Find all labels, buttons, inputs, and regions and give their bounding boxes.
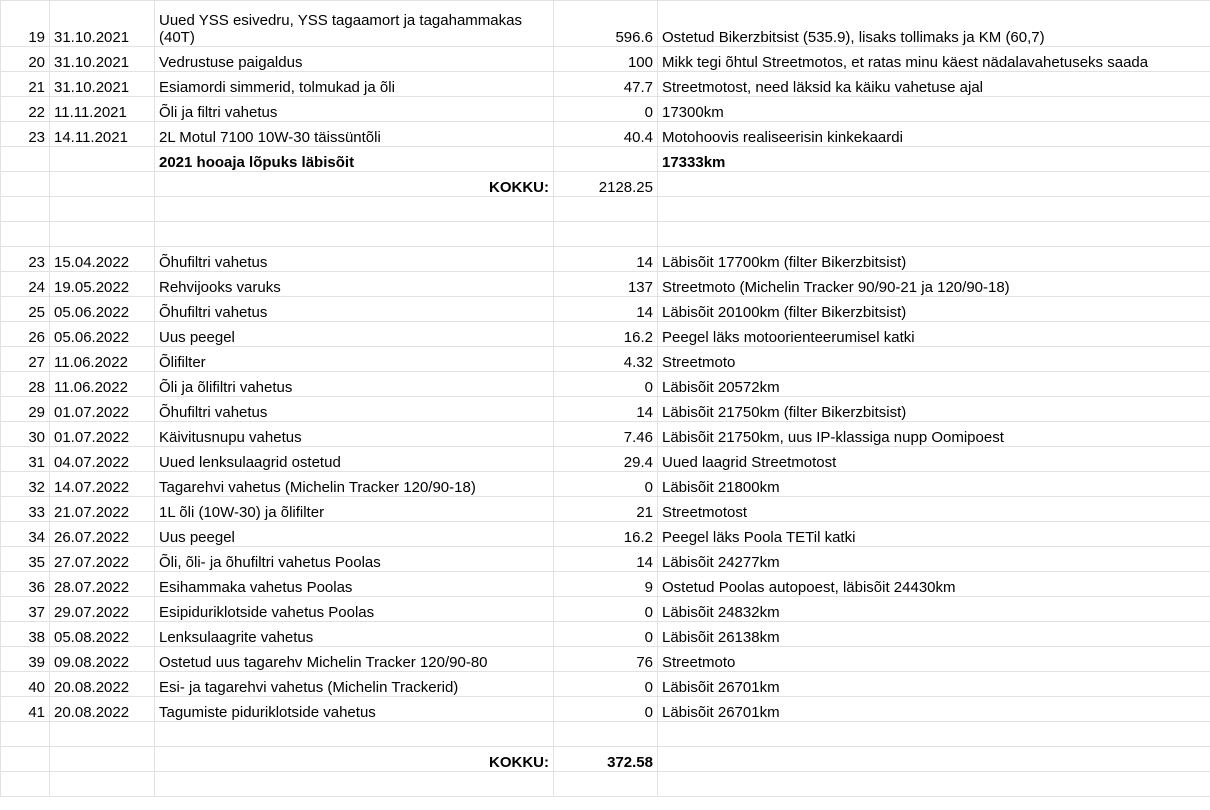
description-cell[interactable]: Õli, õli- ja õhufiltri vahetus Poolas [155, 547, 554, 572]
note-cell[interactable]: Streetmoto (Michelin Tracker 90/90-21 ja 120/90-18) [658, 272, 1210, 297]
empty-cell[interactable] [1, 747, 50, 772]
empty-cell[interactable] [554, 222, 658, 247]
description-cell[interactable]: Uus peegel [155, 522, 554, 547]
table-row [1, 472, 1210, 497]
table-row [1, 547, 1210, 572]
date-cell[interactable]: 11.06.2022 [50, 347, 155, 372]
row-number-cell[interactable]: 41 [1, 697, 50, 722]
description-cell[interactable]: Õhufiltri vahetus [155, 297, 554, 322]
amount-cell[interactable]: 0 [554, 697, 658, 722]
row-number-cell[interactable]: 35 [1, 547, 50, 572]
date-cell[interactable]: 31.10.2021 [50, 1, 155, 47]
date-cell[interactable]: 15.04.2022 [50, 247, 155, 272]
note-cell[interactable]: Ostetud Poolas autopoest, läbisõit 24430km [658, 572, 1210, 597]
table-row [1, 1, 1210, 47]
empty-cell[interactable] [1, 197, 50, 222]
table-row [1, 272, 1210, 297]
amount-cell[interactable]: 0 [554, 672, 658, 697]
table-row [1, 97, 1210, 122]
note-cell[interactable]: Läbisõit 24277km [658, 547, 1210, 572]
note-cell[interactable]: Streetmotost, need läksid ka käiku vahetuse ajal [658, 72, 1210, 97]
date-cell[interactable]: 20.08.2022 [50, 672, 155, 697]
date-cell[interactable]: 11.06.2022 [50, 372, 155, 397]
note-cell[interactable]: Läbisõit 21750km, uus IP-klassiga nupp Oomipoest [658, 422, 1210, 447]
table-row [1, 347, 1210, 372]
table-row [1, 647, 1210, 672]
description-cell[interactable]: Õhufiltri vahetus [155, 397, 554, 422]
empty-row [1, 197, 1210, 222]
empty-cell[interactable] [1, 722, 50, 747]
description-cell[interactable]: Rehvijooks varuks [155, 272, 554, 297]
note-cell[interactable]: Streetmoto [658, 347, 1210, 372]
amount-cell[interactable]: 29.4 [554, 447, 658, 472]
empty-row [1, 722, 1210, 747]
date-cell[interactable]: 14.11.2021 [50, 122, 155, 147]
amount-cell[interactable]: 0 [554, 472, 658, 497]
empty-cell[interactable] [155, 197, 554, 222]
row-number-cell[interactable]: 36 [1, 572, 50, 597]
total-row [1, 172, 1210, 197]
amount-cell[interactable]: 40.4 [554, 122, 658, 147]
description-cell[interactable]: Esi- ja tagarehvi vahetus (Michelin Trackerid) [155, 672, 554, 697]
row-number-cell[interactable]: 25 [1, 297, 50, 322]
table-row [1, 672, 1210, 697]
amount-cell[interactable]: 16.2 [554, 522, 658, 547]
description-cell[interactable]: Ostetud uus tagarehv Michelin Tracker 120/90-80 [155, 647, 554, 672]
row-number-cell[interactable]: 38 [1, 622, 50, 647]
row-number-cell[interactable]: 34 [1, 522, 50, 547]
amount-cell[interactable]: 4.32 [554, 347, 658, 372]
note-cell[interactable]: Mikk tegi õhtul Streetmotos, et ratas minu käest nädalavahetuseks saada [658, 47, 1210, 72]
empty-cell[interactable] [50, 222, 155, 247]
amount-cell[interactable]: 0 [554, 97, 658, 122]
description-cell[interactable]: Esipiduriklotside vahetus Poolas [155, 597, 554, 622]
table-row [1, 422, 1210, 447]
amount-cell[interactable]: 47.7 [554, 72, 658, 97]
table-row [1, 447, 1210, 472]
description-cell[interactable]: Uued YSS esivedru, YSS tagaamort ja tagahammakas (40T) [155, 1, 554, 47]
note-cell[interactable]: Läbisõit 26701km [658, 697, 1210, 722]
date-cell[interactable]: 31.10.2021 [50, 72, 155, 97]
note-cell[interactable]: Läbisõit 21800km [658, 472, 1210, 497]
empty-cell[interactable] [155, 722, 554, 747]
table-row [1, 397, 1210, 422]
table-row [1, 297, 1210, 322]
amount-cell[interactable]: 16.2 [554, 322, 658, 347]
description-cell[interactable]: Uued lenksulaagrid ostetud [155, 447, 554, 472]
date-cell[interactable]: 21.07.2022 [50, 497, 155, 522]
date-cell[interactable]: 01.07.2022 [50, 397, 155, 422]
empty-cell[interactable] [658, 222, 1210, 247]
description-cell[interactable]: Käivitusnupu vahetus [155, 422, 554, 447]
season-mileage-value[interactable]: 17333km [658, 147, 1210, 172]
row-number-cell[interactable]: 37 [1, 597, 50, 622]
description-cell[interactable]: Õhufiltri vahetus [155, 247, 554, 272]
note-cell[interactable]: Läbisõit 24832km [658, 597, 1210, 622]
amount-cell[interactable]: 14 [554, 247, 658, 272]
row-number-cell[interactable]: 19 [1, 1, 50, 47]
date-cell[interactable]: 05.06.2022 [50, 322, 155, 347]
date-cell[interactable]: 20.08.2022 [50, 697, 155, 722]
note-cell[interactable]: Läbisõit 21750km (filter Bikerzbitsist) [658, 397, 1210, 422]
description-cell[interactable]: Tagarehvi vahetus (Michelin Tracker 120/90-18) [155, 472, 554, 497]
season-summary-row [1, 147, 1210, 172]
empty-cell[interactable] [50, 197, 155, 222]
empty-cell[interactable] [1, 222, 50, 247]
row-number-cell[interactable]: 21 [1, 72, 50, 97]
empty-cell[interactable] [658, 722, 1210, 747]
table-row [1, 247, 1210, 272]
empty-cell[interactable] [50, 722, 155, 747]
amount-cell[interactable]: 7.46 [554, 422, 658, 447]
note-cell[interactable]: Läbisõit 20572km [658, 372, 1210, 397]
empty-cell[interactable] [658, 197, 1210, 222]
table-row [1, 322, 1210, 347]
description-cell[interactable]: Tagumiste piduriklotside vahetus [155, 697, 554, 722]
note-cell[interactable]: Peegel läks Poola TETil katki [658, 522, 1210, 547]
description-cell[interactable]: Õli ja filtri vahetus [155, 97, 554, 122]
amount-cell[interactable]: 596.6 [554, 1, 658, 47]
amount-cell[interactable]: 137 [554, 272, 658, 297]
total-row [1, 747, 1210, 772]
empty-cell[interactable] [155, 222, 554, 247]
note-cell[interactable]: Motohoovis realiseerisin kinkekaardi [658, 122, 1210, 147]
row-number-cell[interactable]: 20 [1, 47, 50, 72]
description-cell[interactable]: Vedrustuse paigaldus [155, 47, 554, 72]
row-number-cell[interactable]: 27 [1, 347, 50, 372]
table-row [1, 622, 1210, 647]
table-row [1, 72, 1210, 97]
date-cell[interactable]: 04.07.2022 [50, 447, 155, 472]
total-value[interactable]: 2128.25 [554, 172, 658, 197]
row-number-cell[interactable]: 24 [1, 272, 50, 297]
date-cell[interactable]: 01.07.2022 [50, 422, 155, 447]
note-cell[interactable]: Peegel läks motoorienteerumisel katki [658, 322, 1210, 347]
amount-cell[interactable]: 14 [554, 547, 658, 572]
empty-cell[interactable] [658, 172, 1210, 197]
note-cell[interactable]: 17300km [658, 97, 1210, 122]
empty-cell[interactable] [554, 722, 658, 747]
grid-body [1, 1, 1210, 797]
date-cell[interactable]: 29.07.2022 [50, 597, 155, 622]
description-cell[interactable]: 1L õli (10W-30) ja õlifilter [155, 497, 554, 522]
note-cell[interactable]: Läbisõit 26138km [658, 622, 1210, 647]
amount-cell[interactable]: 14 [554, 297, 658, 322]
date-cell[interactable]: 27.07.2022 [50, 547, 155, 572]
row-number-cell[interactable]: 32 [1, 472, 50, 497]
amount-cell[interactable]: 0 [554, 597, 658, 622]
note-cell[interactable]: Uued laagrid Streetmotost [658, 447, 1210, 472]
amount-cell[interactable]: 14 [554, 397, 658, 422]
row-number-cell[interactable]: 40 [1, 672, 50, 697]
date-cell[interactable]: 19.05.2022 [50, 272, 155, 297]
date-cell[interactable]: 05.06.2022 [50, 297, 155, 322]
total-label[interactable]: KOKKU: [155, 747, 554, 772]
row-number-cell[interactable]: 29 [1, 397, 50, 422]
description-cell[interactable]: Lenksulaagrite vahetus [155, 622, 554, 647]
table-row [1, 497, 1210, 522]
empty-cell[interactable] [50, 747, 155, 772]
row-number-cell[interactable]: 33 [1, 497, 50, 522]
row-number-cell[interactable]: 30 [1, 422, 50, 447]
date-cell[interactable]: 31.10.2021 [50, 47, 155, 72]
row-number-cell[interactable]: 22 [1, 97, 50, 122]
date-cell[interactable]: 26.07.2022 [50, 522, 155, 547]
date-cell[interactable]: 14.07.2022 [50, 472, 155, 497]
amount-cell[interactable]: 100 [554, 47, 658, 72]
description-cell[interactable]: Uus peegel [155, 322, 554, 347]
row-number-cell[interactable]: 23 [1, 247, 50, 272]
note-cell[interactable]: Läbisõit 26701km [658, 672, 1210, 697]
description-cell[interactable]: Esihammaka vahetus Poolas [155, 572, 554, 597]
table-row [1, 47, 1210, 72]
note-cell[interactable]: Ostetud Bikerzbitsist (535.9), lisaks tollimaks ja KM (60,7) [658, 1, 1210, 47]
amount-cell[interactable]: 21 [554, 497, 658, 522]
description-cell[interactable]: Õli ja õlifiltri vahetus [155, 372, 554, 397]
empty-cell[interactable] [1, 147, 50, 172]
date-cell[interactable]: 05.08.2022 [50, 622, 155, 647]
amount-cell[interactable]: 9 [554, 572, 658, 597]
table-row [1, 372, 1210, 397]
description-cell[interactable]: Esiamordi simmerid, tolmukad ja õli [155, 72, 554, 97]
row-number-cell[interactable]: 39 [1, 647, 50, 672]
empty-cell[interactable] [50, 172, 155, 197]
note-cell[interactable]: Läbisõit 17700km (filter Bikerzbitsist) [658, 247, 1210, 272]
table-row [1, 572, 1210, 597]
date-cell[interactable]: 11.11.2021 [50, 97, 155, 122]
date-cell[interactable]: 28.07.2022 [50, 572, 155, 597]
empty-cell[interactable] [1, 772, 50, 797]
row-number-cell[interactable]: 23 [1, 122, 50, 147]
empty-cell[interactable] [658, 747, 1210, 772]
total-value[interactable]: 372.58 [554, 747, 658, 772]
row-number-cell[interactable]: 28 [1, 372, 50, 397]
description-cell[interactable]: 2L Motul 7100 10W-30 täissüntõli [155, 122, 554, 147]
row-number-cell[interactable]: 31 [1, 447, 50, 472]
empty-cell[interactable] [1, 172, 50, 197]
amount-cell[interactable]: 0 [554, 372, 658, 397]
row-number-cell[interactable]: 26 [1, 322, 50, 347]
amount-cell[interactable]: 76 [554, 647, 658, 672]
table-row [1, 522, 1210, 547]
note-cell[interactable]: Streetmoto [658, 647, 1210, 672]
table-row [1, 122, 1210, 147]
note-cell[interactable]: Läbisõit 20100km (filter Bikerzbitsist) [658, 297, 1210, 322]
date-cell[interactable]: 09.08.2022 [50, 647, 155, 672]
empty-cell[interactable] [554, 197, 658, 222]
empty-row [1, 222, 1210, 247]
description-cell[interactable]: Õlifilter [155, 347, 554, 372]
empty-row [1, 772, 1210, 797]
note-cell[interactable]: Streetmotost [658, 497, 1210, 522]
empty-cell[interactable] [50, 772, 155, 797]
season-mileage-label[interactable]: 2021 hooaja lõpuks läbisõit [155, 147, 554, 172]
empty-cell[interactable] [554, 772, 658, 797]
empty-cell[interactable] [554, 147, 658, 172]
empty-cell[interactable] [658, 772, 1210, 797]
table-row [1, 597, 1210, 622]
amount-cell[interactable]: 0 [554, 622, 658, 647]
total-label[interactable]: KOKKU: [155, 172, 554, 197]
empty-cell[interactable] [50, 147, 155, 172]
table-row [1, 697, 1210, 722]
empty-cell[interactable] [155, 772, 554, 797]
